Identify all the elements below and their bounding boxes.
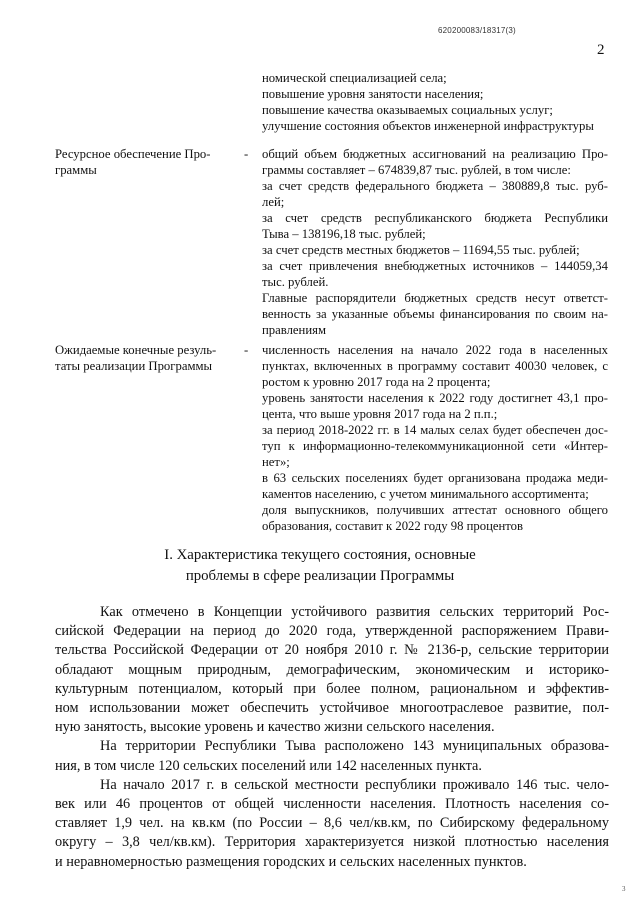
- results-line: нет»;: [262, 455, 290, 469]
- results-line: каментов населению, с учетом минимального ассортимента;: [262, 487, 589, 501]
- results-label: Ожидаемые конечные резуль-: [55, 343, 217, 357]
- results-line: доля выпускников, получивших аттестат основного общего: [262, 503, 608, 517]
- body-line: ную занятость, высокие уровень и качество жизни сельского населения.: [55, 719, 495, 735]
- results-line: цента, что выше уровня 2017 года на 2 п.п.;: [262, 407, 498, 421]
- intro-line: повышение уровня занятости населения;: [262, 87, 484, 101]
- resources-line: лей;: [262, 195, 285, 209]
- body-line: обладают мощным природным, демографическим, экономическим и историко-: [55, 662, 609, 678]
- body-line: ставляет 1,9 чел. на кв.км (по России – 8,6 чел/кв.км, по Сибирскому федеральному: [55, 815, 609, 831]
- resources-line: за счет средств республиканского бюджета Республики: [262, 211, 608, 225]
- results-line: численность населения на начало 2022 года в населенных: [262, 343, 608, 357]
- body-line: и неравномерностью размещения городских и сельских населенных пунктов.: [55, 854, 527, 870]
- intro-line: повышение качества оказываемых социальных услуг;: [262, 103, 553, 117]
- results-line: образования, составит к 2022 году 98 процентов: [262, 519, 523, 533]
- body-line: ния, в том числе 120 сельских поселений или 142 населенных пункта.: [55, 758, 482, 774]
- section-title-line: проблемы в сфере реализации Программы: [185, 568, 455, 584]
- body-line: Как отмечено в Концепции устойчивого развития сельских территорий Рос-: [100, 604, 609, 620]
- body-line: ном использовании может обеспечить устойчивое многоотраслевое развитие, пол-: [55, 700, 609, 716]
- results-line: уровень занятости населения к 2022 году достигнет 43,1 про-: [262, 391, 608, 405]
- corner-mark: 3: [622, 885, 626, 893]
- body-line: век или 46 процентов от общей численности населения. Плотность населения со-: [55, 796, 609, 812]
- body-line: округу – 3,8 чел/кв.км). Территория характеризуется низкой плотностью населения: [55, 834, 609, 850]
- resources-dash: -: [244, 147, 249, 161]
- resources-line: правлениям: [262, 323, 326, 337]
- results-dash: -: [244, 343, 249, 357]
- resources-line: Главные распорядители бюджетных средств несут ответст-: [262, 291, 608, 305]
- resources-line: за счет средств местных бюджетов – 11694,55 тыс. рублей;: [262, 243, 580, 257]
- results-line: за период 2018-2022 гг. в 14 малых селах будет обеспечен дос-: [262, 423, 608, 437]
- section-title-line: I. Характеристика текущего состояния, основные: [164, 547, 476, 563]
- page-number: 2: [597, 42, 605, 58]
- results-label: таты реализации Программы: [55, 359, 213, 373]
- resources-line: за счет средств федерального бюджета – 380889,8 тыс. руб-: [262, 179, 608, 193]
- resources-label: граммы: [55, 163, 97, 177]
- resources-line: общий объем бюджетных ассигнований на реализацию Про-: [262, 147, 608, 161]
- results-line: пунктах, включенных в программу составит 40030 человек, с: [262, 359, 608, 373]
- resources-line: Тыва – 138196,18 тыс. рублей;: [262, 227, 426, 241]
- results-line: ростом к уровню 2017 года на 2 процента;: [262, 375, 491, 389]
- resources-line: граммы составляет – 674839,87 тыс. рублей, в том числе:: [262, 163, 571, 177]
- resources-line: венность за указанные объемы финансирования по своим на-: [262, 307, 608, 321]
- body-line: сийской Федерации на период до 2020 года, утвержденной распоряжением Прави-: [55, 623, 609, 639]
- results-line: туп к информационно-телекоммуникационной сети «Интер-: [262, 439, 608, 453]
- body-line: На территории Республики Тыва расположено 143 муниципальных образова-: [100, 738, 609, 754]
- results-line: в 63 сельских поселениях будет организована продажа меди-: [262, 471, 608, 485]
- body-line: культурным потенциалом, который при более полном, рациональном и эффектив-: [55, 681, 609, 697]
- resources-line: за счет привлечения внебюджетных источников – 144059,34: [262, 259, 608, 273]
- resources-label: Ресурсное обеспечение Про-: [55, 147, 211, 161]
- intro-line: улучшение состояния объектов инженерной инфраструктуры: [262, 119, 594, 133]
- resources-line: тыс. рублей.: [262, 275, 329, 289]
- document-code: 620200083/18317(3): [438, 26, 516, 35]
- body-line: тельства Российской Федерации от 20 ноября 2010 г. № 2136-р, сельские территории: [55, 642, 609, 658]
- body-line: На начало 2017 г. в сельской местности республики проживало 146 тыс. чело-: [100, 777, 609, 793]
- intro-line: номической специализацией села;: [262, 71, 447, 85]
